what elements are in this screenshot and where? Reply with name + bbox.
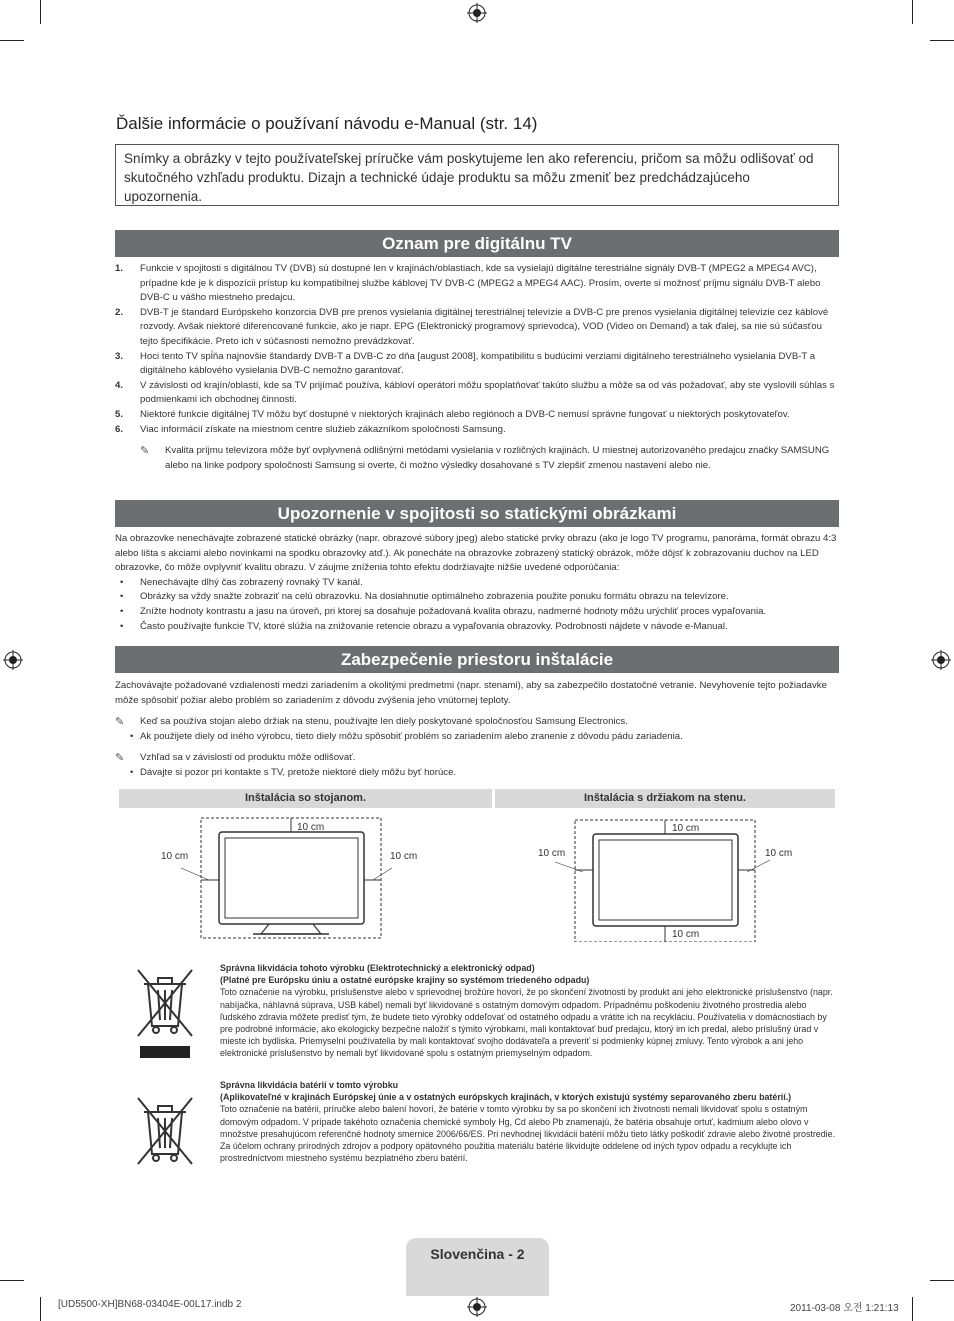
crop-mark — [930, 40, 954, 41]
page-title: Ďalšie informácie o používaní návodu e-Manual (str. 14) — [116, 114, 538, 133]
crop-mark — [0, 40, 24, 41]
crop-mark — [40, 0, 41, 24]
list-item: • Často používajte funkcie TV, ktoré slúžia na znižovanie retencie obrazu a vypaľovania obrazovky. Podrobnosti nájdete v návode e-Manual. — [115, 620, 841, 635]
note: ✎ Keď sa používa stojan alebo držiak na stenu, používajte len diely poskytované spoločnosťou Samsung Electronics. — [115, 716, 628, 729]
section-heading-static-images: Upozornenie v spojitosti so statickými obrázkami — [115, 500, 839, 527]
weee-text: Toto označenie na výrobku, príslušenstve alebo v sprievodnej brožúre hovorí, že po skončení životnosti by produkt ani jeho elektronické príslušenstvo (napr. nabíjačka, náhlavná súprava, USB kábel) nemali byť likvidované s ostatným domovým odpadom. Prípadnému poškodeniu životného prostredia alebo ľudského zdravia môžete predísť tým, že budete tieto výrobky oddeľovať od ostatného odpadu a vrátite ich na recykláciu. Používatelia v domácnostiach by pre podrobné informácie, ako ekologicky bezpečne naložiť s týmito výrobkami, mali kontaktovať buď predajcu, ktorý im ich predal, alebo príslušný úrad v mieste ich bydliska. Priemyselní používatelia by mali kontaktovať svojho dodávateľa a preveriť si podmienky kúpnej zmluvy. Tento výrobok a ani jeho elektronické príslušenstvo by nemali byť likvidované spolu s ostatným priemyselným odpadom. — [220, 987, 833, 1059]
note: ✎ Vzhľad sa v závislosti od produktu môže odlišovať. — [115, 752, 356, 765]
registration-mark-icon — [931, 650, 951, 670]
intro-notice: Snímky a obrázky v tejto používateľskej príručke vám poskytujeme len ako referenciu, pričom sa môžu odlišovať od skutočného vzhľadu produktu. Dizajn a technické údaje produktu sa môžu zmeniť bez predchádzajúceho upozornenia. — [115, 144, 839, 206]
dimension-label: 10 cm — [390, 851, 418, 862]
page-number-tab: Slovenčina - 2 — [406, 1238, 549, 1296]
section-heading-digital-tv: Oznam pre digitálnu TV — [115, 230, 839, 257]
paragraph: Zachovávajte požadované vzdialenosti medzi zariadením a okolitými predmetmi (napr. stenami), aby sa zabezpečilo dostatočné vetranie. Nevyhovenie tejto požiadavke môže spôsobiť požiar alebo problém so zariadením z dôvodu zvýšenia jeho vnútornej teploty. — [115, 680, 827, 706]
section-heading-installation-space: Zabezpečenie priestoru inštalácie — [115, 646, 839, 673]
registration-mark-icon — [467, 1297, 487, 1317]
battery-text: Toto označenie na batérii, príručke alebo balení hovorí, že batérie v tomto výrobku by sa po skončení ich životnosti nemali likvidovať spolu s ostatným domovým odpadom. V prípade takéhoto označenia chemické symboly Hg, Cd alebo Pb znamenajú, že batéria obsahuje ortuť, kadmium alebo olovo v množstve presahujúcom referenčné hodnoty smernice 2006/66/ES. Pri nevhodnej likvidácii batérií môžu tieto látky poškodiť zdravie alebo životné prostredie. Za účelom ochrany prírodných zdrojov a podpory opätovného použitia materiálu batérie likvidujte oddelene od iných typov odpadu a recyklujte ich prostredníctvom miestneho systému bezplatného zberu batérií. — [220, 1104, 836, 1164]
list-item: • Nenechávajte dlhý čas zobrazený rovnaký TV kanál. — [115, 576, 841, 591]
list-item: • Ak použijete diely od iného výrobcu, tieto diely môžu spôsobiť problém so zariadením alebo zranenie z dôvodu pádu zariadenia. — [115, 730, 841, 745]
crop-mark — [40, 1297, 41, 1321]
diagram-label-wall: Inštalácia s držiakom na stenu. — [495, 789, 835, 808]
pencil-note-icon: ✎ — [115, 752, 125, 765]
dimension-label: 10 cm — [538, 848, 566, 859]
dimension-label: 10 cm — [672, 929, 700, 940]
file-info: [UD5500-XH]BN68-03404E-00L17.indb 2 — [58, 1299, 242, 1310]
crop-mark — [912, 0, 913, 24]
dimension-label: 10 cm — [297, 822, 325, 833]
list-item: 4. V závislosti od krajín/oblastí, kde sa TV prijímač používa, kábloví operátori môžu spoplatňovať takúto službu a môže sa od vás požadovať, aby ste vyslovili súhlas s podmienkami ich obchodnej činnosti. — [115, 379, 835, 406]
list-item: 2. DVB-T je štandard Európskeho konzorcia DVB pre prenos vysielania digitálnej terestriálnej televízie a DVB-C pre prenos vysielania digitálnej televízie cez káblové rozvody. Avšak niektoré diferencované funkcie, ako je napr. EPG (Elektronický programový sprievodca), VOD (Video on Demand) a tak ďalej, sa nie sú súčasťou tejto špecifikácie. Preto ich v súčasnosti nemožno prevádzkovať. — [115, 306, 829, 347]
list-item: 6. Viac informácií získate na miestnom centre služieb zákazníkom spoločnosti Samsung. — [115, 423, 506, 435]
weee-subtitle: (Platné pre Európsku úniu a ostatné európske krajiny so systémom triedeného odpadu) — [220, 975, 590, 986]
crossed-bin-icon — [134, 1096, 196, 1166]
weee-disposal-notice — [220, 962, 840, 1060]
list-item: • Znížte hodnoty kontrastu a jasu na úroveň, pri ktorej sa dosahuje požadovaná kvalita obrazu, nadmerné hodnoty môžu urýchliť proces vypaľovania. — [115, 605, 841, 620]
static-images-section — [115, 532, 841, 634]
battery-title: Správna likvidácia batérií v tomto výrobku — [220, 1080, 399, 1090]
crossed-bin-icon — [134, 964, 196, 1062]
diagram-label-stand: Inštalácia so stojanom. — [119, 789, 492, 808]
list-item: 5. Niektoré funkcie digitálnej TV môžu byť dostupné v niektorých krajinách alebo regiónoch a DVB-C nemusí správne fungovať u niektorých poskytovateľov. — [115, 408, 790, 420]
list-item: • Obrázky sa vždy snažte zobraziť na celú obrazovku. Na dosiahnutie optimálneho zobrazenia použite ponuku formátu obrazu na televízore. — [115, 590, 841, 605]
crop-mark — [912, 1297, 913, 1321]
crop-mark — [930, 1280, 954, 1281]
crop-mark — [0, 1280, 24, 1281]
wall-installation-diagram — [495, 810, 835, 942]
pencil-note-icon: ✎ — [140, 445, 150, 458]
date-info: 2011-03-08 오전 1:21:13 — [790, 1303, 899, 1314]
list-item: • Dávajte si pozor pri kontakte s TV, pretože niektoré diely môžu byť horúce. — [115, 766, 841, 781]
list-item: 3. Hoci tento TV spĺňa najnovšie štandardy DVB-T a DVB-C zo dňa [august 2008], kompatibilitu s budúcimi verziami digitálneho terestriálneho vysielania DVB-T a digitálneho káblového vysielania DVB-C nemožno garantovať. — [115, 350, 816, 377]
paragraph: Na obrazovke nenechávajte zobrazené statické obrázky (napr. obrazové súbory jpeg) alebo statické prvky obrazu (ako je logo TV programu, panoráma, formát obrazu 4:3 alebo lišta s akciami alebo novinkami na spodku obrazovky atď.). Ak ponecháte na obrazovke zobrazený statický obrázok, môže dôjsť k zobrazovaniu duchov na LED obrazovke, čo môže ovplyvniť kvalitu obrazu. V záujme zníženia tohto efektu dodržiavajte nižšie uvedené odporúčania: — [115, 533, 837, 574]
dimension-label: 10 cm — [161, 851, 189, 862]
battery-disposal-notice — [220, 1079, 840, 1164]
installation-section — [115, 679, 841, 781]
dimension-label: 10 cm — [672, 823, 700, 834]
weee-title: Správna likvidácia tohoto výrobku (Elektrotechnický a elektronický odpad) — [220, 963, 535, 973]
registration-mark-icon — [467, 3, 487, 23]
registration-mark-icon — [3, 650, 23, 670]
digital-tv-list — [115, 262, 839, 473]
list-item: 1. Funkcie v spojitosti s digitálnou TV (DVB) sú dostupné len v krajinách/oblastiach, kde sa vysielajú digitálne terestriálne signály DVB-T (MPEG2 a MPEG4 AVC), prípadne kde je k dispozícii prístup ku kompatibilnej službe káblovej TV DVB-C (MPEG2 a MPEG4 AAC). Prosím, overte si možnosť príjmu signálu DVB-T alebo DVB-C u vášho miestneho predajcu. — [115, 263, 821, 304]
pencil-note-icon: ✎ — [115, 716, 125, 729]
dimension-label: 10 cm — [765, 848, 793, 859]
battery-subtitle: (Aplikovateľné v krajinách Európskej únie a v ostatných európskych krajinách, v ktorých existujú systémy separovaného zberu batérií.) — [220, 1092, 792, 1103]
note: ✎ Kvalita príjmu televízora môže byť ovplyvnená odlišnými metódami vysielania v rozličných krajinách. U miestnej autorizovaného predajcu značky SAMSUNG alebo na linke podpory spoločnosti Samsung si overte, či možno výsledky dosahované s TV zlepšiť zmenou nastavení alebo nie. — [140, 445, 830, 471]
